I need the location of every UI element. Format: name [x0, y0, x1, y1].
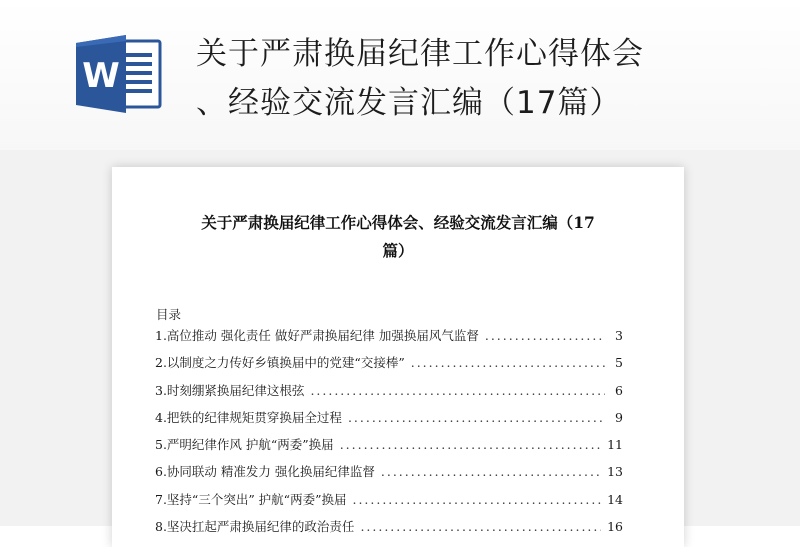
toc-item [155, 353, 623, 380]
toc-item-page: 16 [607, 519, 623, 535]
toc-leader-dots [340, 437, 601, 452]
toc-item-page: 6 [615, 382, 623, 398]
toc-item [155, 326, 623, 353]
toc-item [155, 381, 623, 408]
toc-leader-dots [310, 383, 605, 398]
toc-item-text: 7.坚持“三个突出” 护航“两委”换届 [155, 491, 347, 507]
svg-text:W: W [82, 56, 120, 96]
toc-item [155, 517, 623, 544]
toc-item-text: 8.坚决扛起严肃换届纪律的政治责任 [155, 519, 355, 535]
toc-item-text: 4.把铁的纪律规矩贯穿换届全过程 [155, 409, 342, 425]
toc-leader-dots [352, 492, 601, 507]
page-title-line-2: 、经验交流发言汇编（17篇） [196, 85, 622, 121]
document-title-line-2: 篇） [382, 241, 414, 260]
toc-item [155, 490, 623, 517]
toc-item-page: 9 [615, 409, 623, 425]
toc-item-page: 5 [615, 355, 623, 371]
toc-item-page: 14 [607, 491, 623, 507]
table-of-contents [155, 326, 623, 544]
toc-item-text: 5.严明纪律作风 护航“两委”换届 [155, 437, 334, 453]
toc-item-page: 11 [607, 437, 623, 453]
page-title-line-1: 关于严肃换届纪律工作心得体会 [196, 36, 644, 72]
toc-item [155, 462, 623, 489]
toc-leader-dots [360, 519, 601, 534]
preview-header [0, 0, 800, 150]
toc-leader-dots [485, 328, 605, 343]
page-title [196, 30, 756, 128]
toc-item-page: 13 [607, 464, 623, 480]
document-title [152, 209, 644, 265]
toc-leader-dots [381, 464, 601, 479]
toc-item [155, 408, 623, 435]
toc-heading: 目录 [156, 307, 182, 322]
toc-leader-dots [411, 355, 605, 370]
toc-item-page: 3 [615, 328, 623, 343]
document-title-line-1: 关于严肃换届纪律工作心得体会、经验交流发言汇编（17 [201, 213, 595, 232]
toc-item [155, 435, 623, 462]
toc-item-text: 2.以制度之力传好乡镇换届中的党建“交接棒” [155, 355, 405, 371]
toc-item-text: 3.时刻绷紧换届纪律这根弦 [155, 382, 305, 398]
document-page [112, 167, 684, 547]
toc-leader-dots [348, 410, 605, 425]
toc-item-text: 1.高位推动 强化责任 做好严肃换届纪律 加强换届风气监督 [155, 328, 479, 343]
word-icon [76, 33, 164, 115]
toc-item-text: 6.协同联动 精准发力 强化换届纪律监督 [155, 464, 375, 480]
